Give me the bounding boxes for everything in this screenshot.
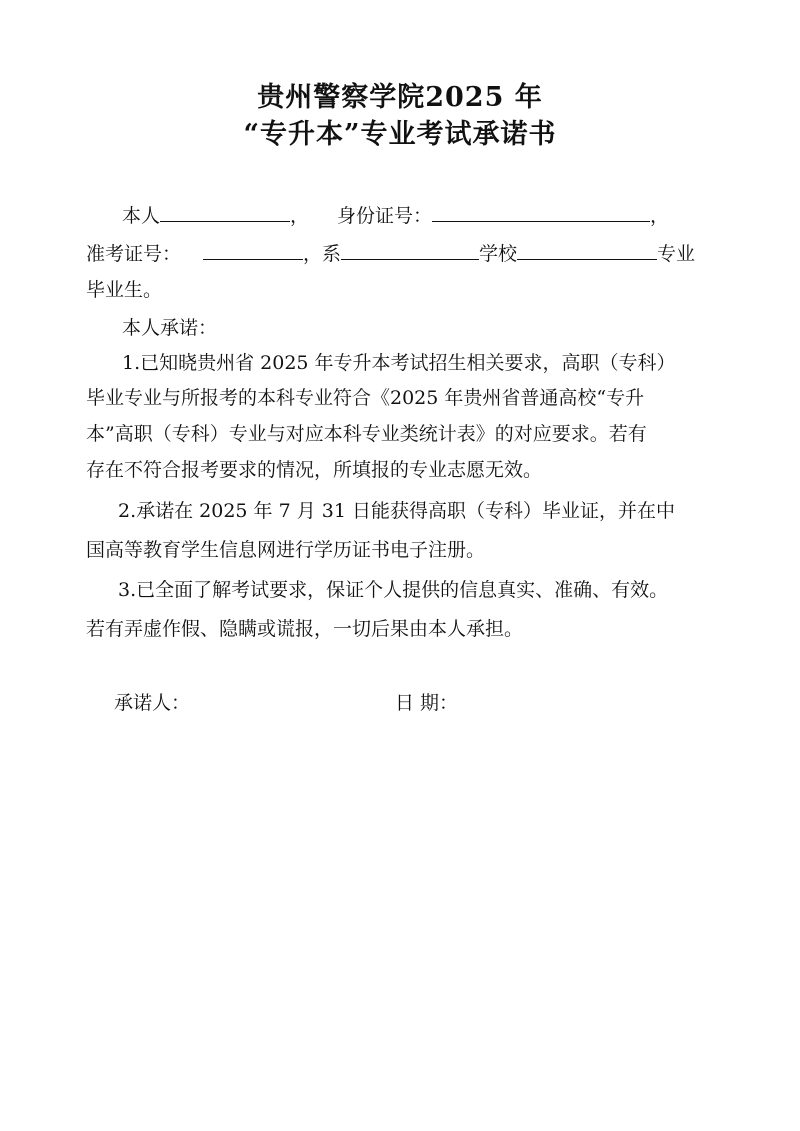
item2-line1: 2.承诺在 2025 年 7 月 31 日能获得高职（专科）毕业证，并在中 (118, 500, 675, 522)
self-label: 本人 (122, 205, 161, 227)
department-blank[interactable] (341, 239, 479, 260)
exam-number-label: 准考证号： (86, 243, 182, 265)
document-title-line2: “专升本”专业考试承诺书 (243, 119, 557, 150)
school-label: 学校 (479, 243, 518, 265)
signer-label: 承诺人： (114, 692, 191, 714)
item1-line1: 1.已知晓贵州省 2025 年专升本考试招生相关要求，高职（专科） (122, 352, 676, 374)
document-title-line1: 贵州警察学院2025 年 (257, 82, 543, 113)
school-blank[interactable] (517, 239, 657, 260)
comma-2: ， (650, 205, 670, 227)
dept-label: ，系 (303, 243, 342, 265)
item2-line2: 国高等教育学生信息网进行学历证书电子注册。 (86, 539, 486, 561)
date-label: 日 期： (395, 692, 459, 714)
item3-line1: 3.已全面了解考试要求，保证个人提供的信息真实、准确、有效。 (118, 579, 669, 601)
identity-row (122, 201, 669, 229)
exam-number-blank[interactable] (203, 239, 303, 260)
item1-line4: 存在不符合报考要求的情况，所填报的专业志愿无效。 (86, 459, 543, 481)
comma-1: ， (290, 205, 310, 227)
id-number-label: 身份证号： (337, 205, 433, 227)
id-number-blank[interactable] (432, 201, 650, 222)
item3-line2: 若有弄虚作假、隐瞒或谎报，一切后果由本人承担。 (86, 618, 524, 640)
item1-line2: 毕业专业与所报考的本科专业符合《2025 年贵州省普通高校“专升 (86, 387, 645, 409)
name-blank[interactable] (160, 201, 290, 222)
exam-info-row (86, 239, 695, 267)
graduate-row: 毕业生。 (86, 279, 163, 301)
major-label: 专业 (657, 243, 696, 265)
commitment-lead: 本人承诺： (122, 317, 218, 339)
item1-line3: 本”高职（专科）专业与对应本科专业类统计表》的对应要求。若有 (86, 423, 647, 445)
